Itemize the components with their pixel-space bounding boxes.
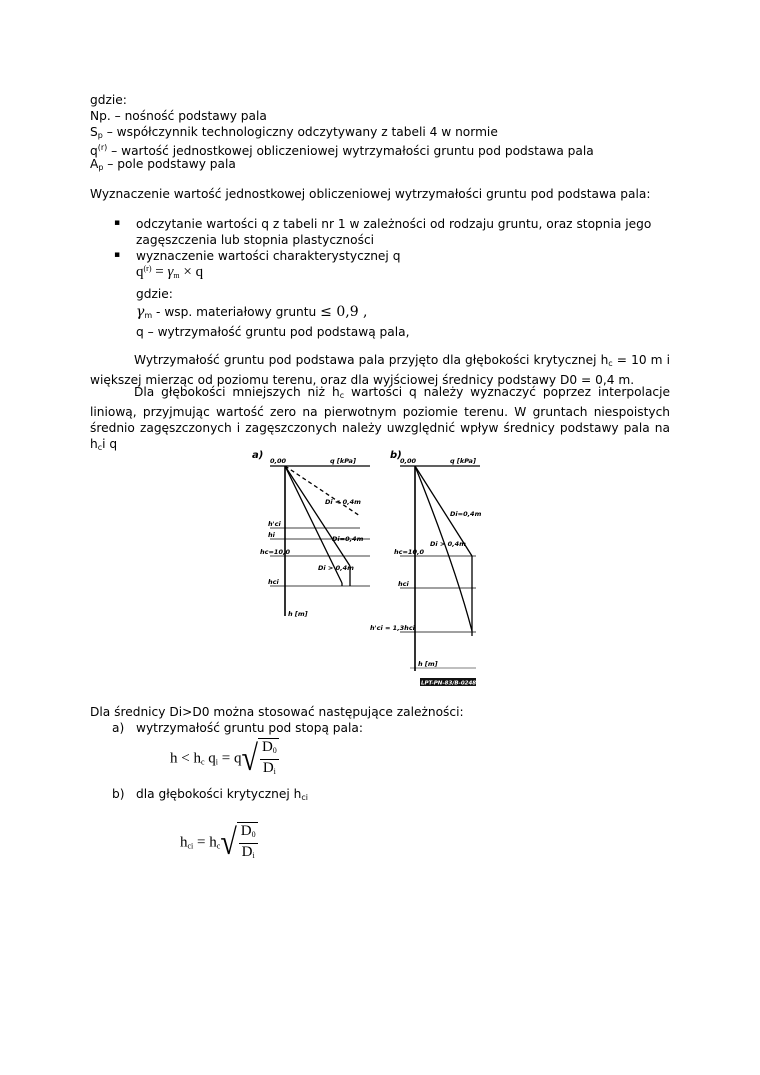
f3-radical: √ [220, 822, 237, 863]
para2-text-a: Dla głębokości mniejszych niż h [134, 385, 340, 399]
q-axis-a: q [kPa] [330, 457, 356, 465]
para2-text-b: wartości q należy wyznaczyć poprzez interpolacje liniową, przyjmując wartość zero na pierwotnym poziomie terenu. W gruntach niespoistych średnio zagęszczonych i zagęszczonych należy uwzględnić wpływ średnicy podstawy pala na h [90, 385, 670, 451]
q-symbol: q [90, 144, 98, 158]
di-gt-label-b: Di > 0,4m [430, 540, 466, 548]
paragraph-critical-depth [90, 352, 670, 388]
item-b-label: b) [112, 787, 125, 801]
pile-diagram [250, 446, 490, 696]
f2-den: D [262, 760, 274, 776]
bullet-2: wyznaczenie wartości charakterystycznej q [136, 249, 401, 263]
h-axis-label-b: h [m] [418, 660, 438, 668]
hci-label: h'ci [268, 520, 281, 528]
q-text: – wartość jednostkowej obliczeniowej wytrzymałości gruntu pod podstawa pala [107, 144, 594, 158]
gamma-subscript: m [144, 311, 153, 320]
bullet-marker: ▪ [114, 250, 121, 260]
line-di-lt-a [285, 466, 360, 516]
hcl2-label-b: h'ci = 1,3hci [370, 624, 415, 632]
f2-qi: q [204, 750, 216, 767]
para2-text-c: i q [102, 437, 118, 451]
f2-radical: √ [241, 738, 258, 779]
formula-characteristic-q [136, 264, 203, 281]
bullet-1-line-1: odczytanie wartości q z tabeli nr 1 w zależności od rodzaju gruntu, oraz stopnia jego [136, 217, 652, 231]
q-description: q – wytrzymałość gruntu pod podstawą pala, [136, 325, 410, 339]
gamma-relation: ≤ 0,9 , [320, 304, 368, 320]
formula-critical-depth [180, 822, 258, 864]
f3-fraction [239, 823, 258, 864]
label-b: b) [390, 450, 402, 461]
gamma-description [136, 304, 368, 324]
np-text: – nośność podstawy pala [110, 109, 267, 123]
di-gt-label: Di > 0,4m [318, 564, 354, 572]
para2-sub-b: c [97, 443, 103, 452]
item-b-text-sub: ci [301, 793, 308, 802]
f3-eq: = h [193, 834, 217, 851]
f3-num-sub: 0 [251, 830, 256, 839]
formula1-gamma-sub: m [173, 271, 180, 280]
definition-np [90, 108, 267, 124]
hc-label-a: hc=10,0 [260, 548, 290, 556]
gdzie-label: gdzie: [90, 93, 127, 107]
f2-num: D [261, 739, 273, 755]
section2-intro: Dla średnicy Di>D0 można stosować następujące zależności: [90, 705, 464, 719]
di-lt-label: Di < 0,4m [325, 498, 361, 506]
hcl-label-a: hci [268, 578, 279, 586]
ap-text: – pole podstawy pala [103, 157, 236, 171]
formula1-times-q: × q [179, 264, 204, 280]
f3-sqrt [237, 822, 258, 864]
hc-label-b: hc=10,0 [394, 548, 424, 556]
definition-ap [90, 156, 236, 176]
f2-qi-sub: i [215, 757, 219, 767]
f3-h: h [180, 834, 188, 851]
formula-reduced-strength [170, 738, 279, 780]
para2-sub-a: c [339, 391, 345, 400]
hi-label: hi [268, 531, 275, 539]
label-a: a) [252, 450, 264, 461]
sp-text: – współczynnik technologiczny odczytywany z tabeli 4 w normie [102, 125, 498, 139]
di-eq-label-b: Di=0,4m [450, 510, 482, 518]
f2-hc-sub: c [200, 757, 205, 767]
f2-sqrt [258, 738, 279, 780]
ap-subscript: p [98, 163, 104, 172]
f2-h: h [170, 750, 178, 767]
f3-num: D [240, 823, 252, 839]
bullet-1-line-2: zagęszczenia lub stopnia plastyczności [136, 233, 375, 247]
q-superscript: (r) [97, 143, 108, 152]
line-di-eq-a [285, 466, 350, 566]
f2-den-sub: i [273, 767, 276, 776]
f3-den-sub: i [252, 851, 255, 860]
f3-eq-sub: c [216, 841, 221, 851]
sp-symbol: S [90, 125, 98, 139]
sp-subscript: p [97, 131, 103, 140]
np-symbol: Np. [90, 109, 111, 123]
item-b-text [136, 786, 308, 806]
bullet-marker: ▪ [114, 218, 121, 228]
formula1-eq: = [151, 264, 168, 280]
level-b: 0,00 [400, 457, 417, 465]
para1-text-b: = 10 m i większej mierząc od poziomu terenu, oraz dla wyjściowej średnicy podstawy D0 = 0,4 m. [90, 353, 670, 387]
f2-hc: h [193, 750, 201, 767]
gamma-symbol: γ [136, 304, 145, 320]
para1-sub: c [608, 359, 613, 368]
formula1-q: q [136, 264, 144, 280]
f2-fraction [260, 739, 279, 780]
f2-lt: < [177, 750, 194, 767]
hcl-label-b: hci [398, 580, 409, 588]
para1-text-a: Wytrzymałość gruntu pod podstawa pala przyjęto dla głębokości krytycznej h [134, 353, 609, 367]
sub-gdzie-label: gdzie: [136, 287, 173, 301]
item-a-label: a) [112, 721, 125, 735]
h-axis-label-a: h [m] [288, 610, 308, 618]
f3-h-sub: ci [187, 841, 194, 851]
ap-symbol: A [90, 157, 99, 171]
stamp-text: LPT-PN-83/B-02482 [421, 680, 480, 687]
formula1-gamma: γ [167, 264, 174, 280]
level-a: 0,00 [270, 457, 287, 465]
item-a-text: wytrzymałość gruntu pod stopą pala: [136, 721, 363, 735]
section-heading: Wyznaczenie wartość jednostkowej obliczeniowej wytrzymałości gruntu pod podstawa pala: [90, 187, 651, 201]
di-eq-label: Di=0,4m [332, 535, 364, 543]
f2-num-sub: 0 [272, 746, 277, 755]
item-b-text-main: dla głębokości krytycznej h [136, 787, 302, 801]
formula1-sup: (r) [143, 264, 152, 273]
gamma-text: - wsp. materiałowy gruntu [152, 305, 321, 319]
f3-den: D [241, 844, 253, 860]
q-axis-b: q [kPa] [450, 457, 476, 465]
f2-eq: = q [218, 750, 242, 767]
